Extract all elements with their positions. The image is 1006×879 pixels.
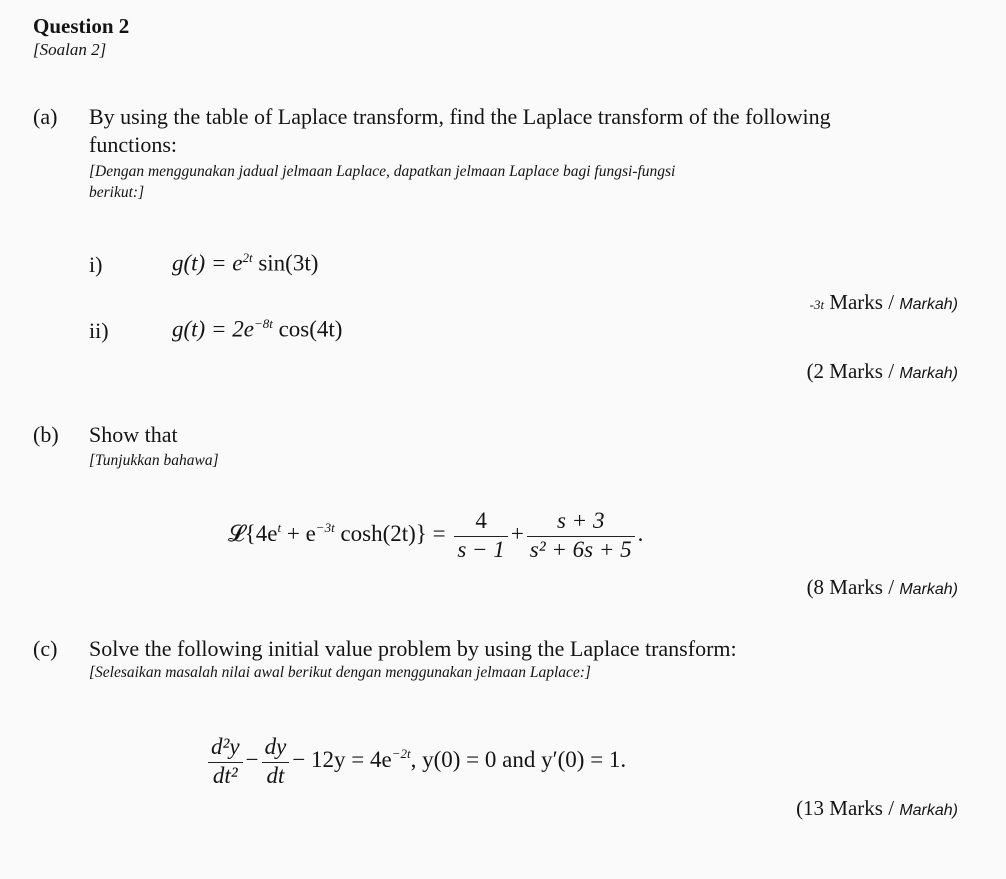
- item-i-equation: [172, 250, 318, 277]
- marks-text: (2 Marks /: [806, 359, 900, 383]
- numerator: dy: [262, 734, 290, 763]
- minus: −: [245, 746, 259, 772]
- marks-text: (8 Marks /: [806, 575, 900, 599]
- part-b-translation: [Tunjukkan bahawa]: [89, 452, 219, 469]
- question-subtitle: [Soalan 2]: [33, 40, 107, 59]
- denominator: s² + 6s + 5: [529, 537, 632, 562]
- part-b-equation: [228, 508, 643, 563]
- numerator: d²y: [208, 734, 243, 763]
- part-b-text: Show that: [89, 422, 178, 447]
- eq-lhs: g(t) = 2e: [172, 316, 254, 342]
- eq-mid: + e: [281, 520, 316, 546]
- item-i-label: i): [89, 252, 103, 277]
- eq-lhs: g(t) = e: [172, 250, 243, 276]
- marks-text: (13 Marks /: [796, 796, 900, 820]
- fraction-dy: [262, 734, 290, 789]
- eq-tail: , y(0) = 0 and y′(0) = 1.: [410, 746, 627, 772]
- eq-exp: −2t: [391, 746, 411, 762]
- eq-rest: − 12y = 4e: [292, 746, 392, 772]
- eq-exp2: −3t: [315, 520, 335, 536]
- marks-malay: Markah): [899, 581, 958, 598]
- fraction-2: [527, 508, 635, 563]
- item-ii-label: ii): [89, 318, 109, 343]
- part-a-label: (a): [33, 104, 58, 129]
- question-title: Question 2: [33, 14, 130, 38]
- part-c-equation: [205, 734, 626, 789]
- marks-i: [810, 290, 958, 315]
- fraction-1: [454, 508, 507, 563]
- plus: +: [510, 520, 524, 546]
- eq-rhs: cos(4t): [272, 316, 343, 342]
- marks-prefix: -3t: [809, 297, 825, 312]
- period: .: [637, 520, 644, 546]
- eq-lhs: 𝓛{4e: [228, 520, 278, 546]
- part-c-text: Solve the following initial value problem by using the Laplace transform:: [89, 636, 737, 661]
- marks-text: Marks /: [824, 290, 900, 314]
- part-a-translation-1: [Dengan menggunakan jadual jelmaan Laplace, dapatkan jelmaan Laplace bagi fungsi-fungsi: [89, 163, 676, 180]
- denominator: dt²: [212, 763, 238, 788]
- part-c-translation: [Selesaikan masalah nilai awal berikut dengan menggunakan jelmaan Laplace:]: [89, 664, 591, 681]
- part-c-label: (c): [33, 636, 58, 661]
- numerator: s + 3: [527, 508, 635, 537]
- part-a-translation-2: berikut:]: [89, 184, 145, 201]
- eq-exp: 2t: [242, 250, 253, 265]
- part-a-text-1: By using the table of Laplace transform, find the Laplace transform of the following: [89, 104, 831, 129]
- denominator: dt: [266, 763, 285, 788]
- marks-malay: Markah): [899, 296, 958, 313]
- marks-malay: Markah): [899, 802, 958, 819]
- eq-exp: −8t: [253, 316, 273, 331]
- marks-b: [807, 575, 958, 600]
- item-ii-equation: [172, 316, 342, 343]
- fraction-d2y: [208, 734, 243, 789]
- marks-malay: Markah): [899, 365, 958, 382]
- marks-ii: [807, 359, 958, 384]
- marks-c: [796, 796, 958, 821]
- numerator: 4: [454, 508, 507, 537]
- eq-exp1: t: [277, 520, 282, 536]
- part-a-text-2: functions:: [89, 132, 177, 157]
- denominator: s − 1: [457, 537, 505, 562]
- part-b-label: (b): [33, 422, 59, 447]
- eq-rhs: cosh(2t)} =: [334, 520, 446, 546]
- eq-rhs: sin(3t): [252, 250, 319, 276]
